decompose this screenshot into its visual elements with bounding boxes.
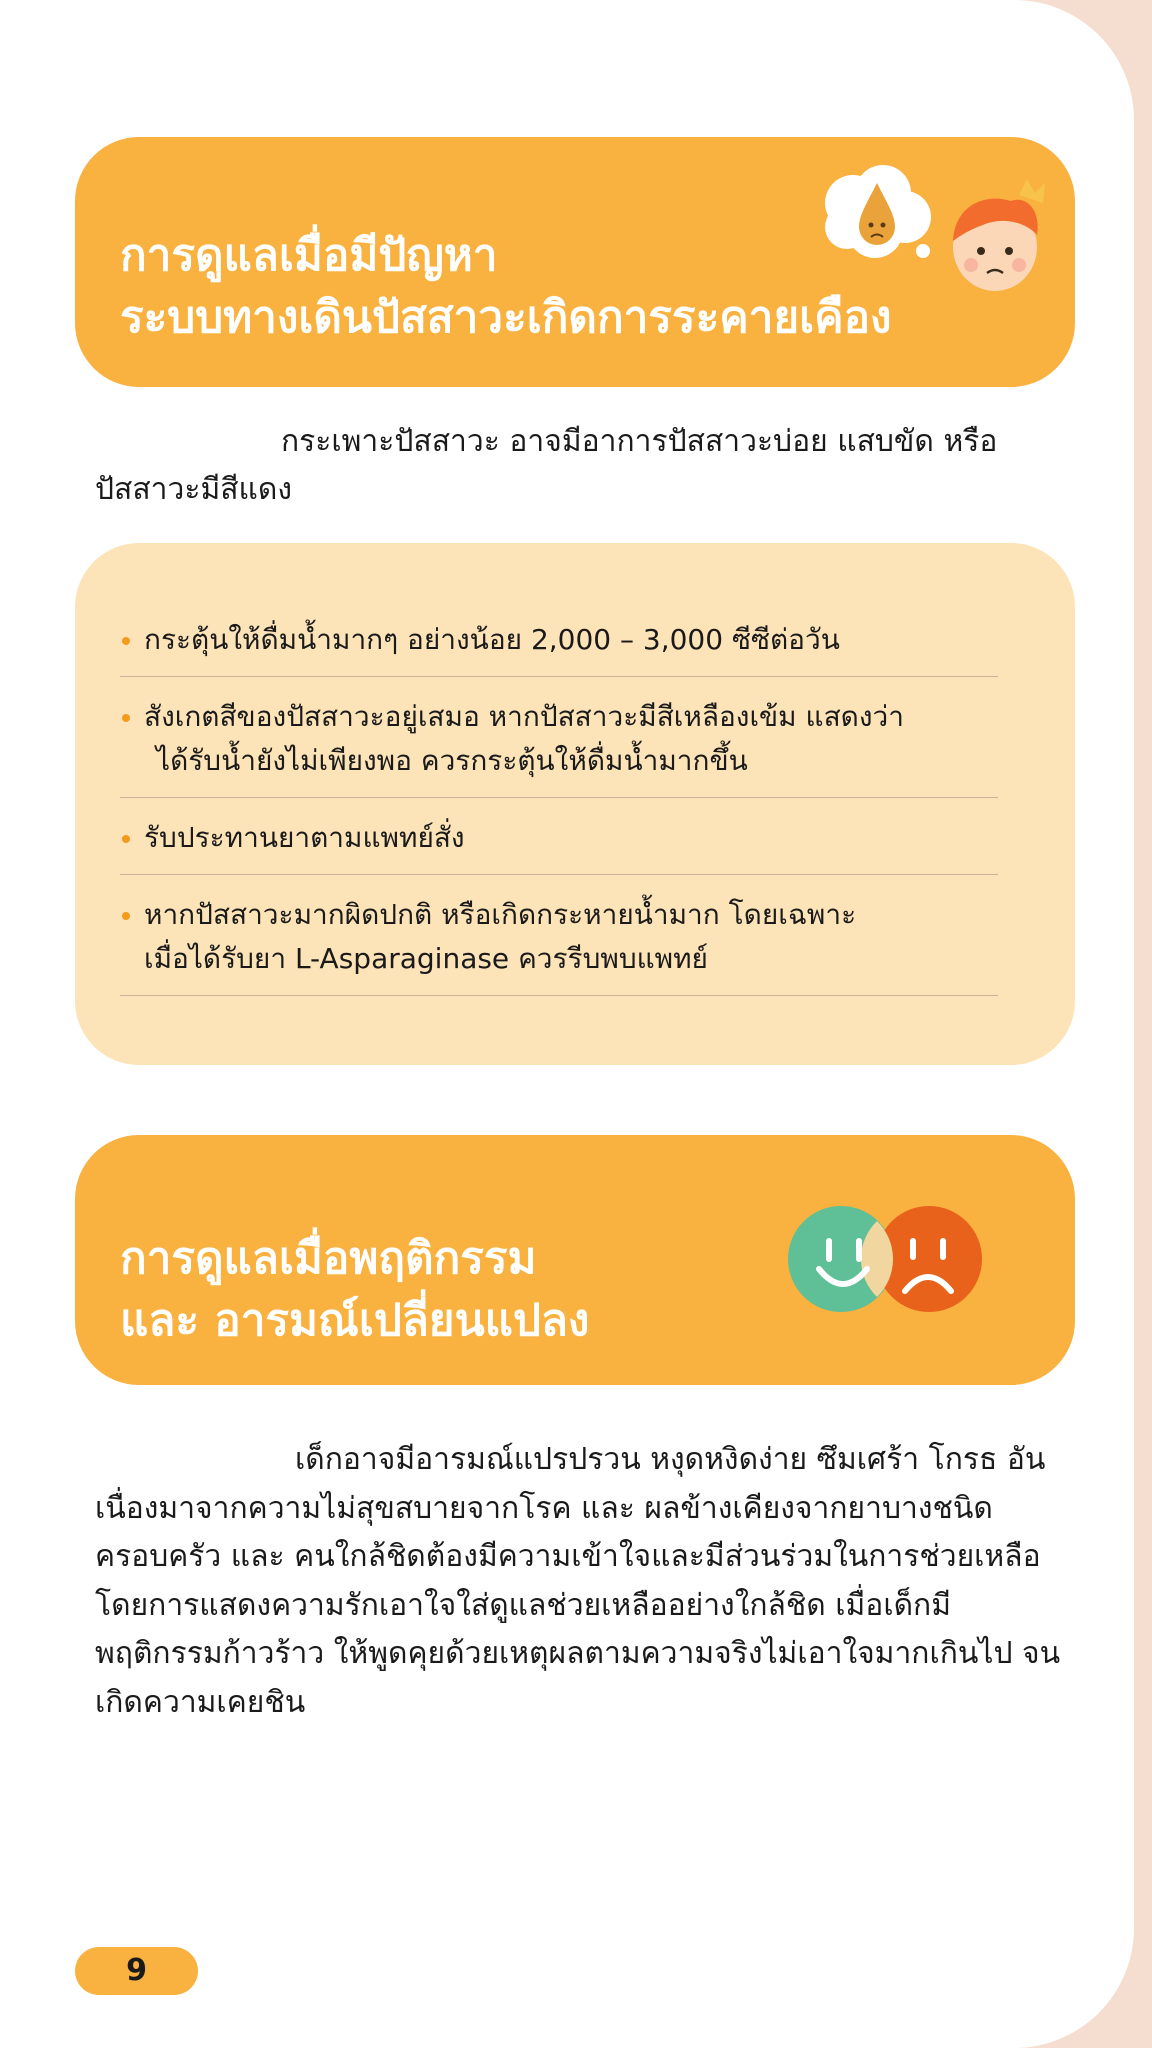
tip-line: ได้รับน้ำยังไม่เพียงพอ ควรกระตุ้นให้ดื่มน้ำมากขึ้น — [156, 744, 748, 777]
section-title — [120, 1228, 589, 1352]
tip-line: รับประทานยาตามแพทย์สั่ง — [144, 821, 465, 854]
urinary-intro-text: กระเพาะปัสสาวะ อาจมีอาการปัสสาวะบ่อย แสบขัด หรือปัสสาวะมีสีแดง — [95, 424, 998, 507]
list-item — [120, 695, 998, 798]
section-banner-behavior — [75, 1135, 1075, 1385]
tip-line: เมื่อได้รับยา L-Asparaginase ควรรีบพบแพทย์ — [144, 942, 708, 975]
section-title — [120, 225, 892, 349]
list-item — [120, 893, 998, 996]
section-title-line1: การดูแลเมื่อมีปัญหา — [120, 230, 498, 281]
tip-line: หากปัสสาวะมากผิดปกติ หรือเกิดกระหายน้ำมาก โดยเฉพาะ — [144, 898, 857, 931]
list-item — [120, 816, 998, 875]
care-tips-card — [75, 543, 1075, 1065]
page-number: 9 — [75, 1947, 198, 1995]
tip-line: กระตุ้นให้ดื่มน้ำมากๆ อย่างน้อย 2,000 – 3,000 ซีซีต่อวัน — [144, 623, 840, 656]
worried-child-with-drop-icon — [805, 155, 1055, 295]
section-title-line2: ระบบทางเดินปัสสาวะเกิดการระคายเคือง — [120, 292, 892, 343]
behavior-body-text: เด็กอาจมีอารมณ์แปรปรวน หงุดหงิดง่าย ซึมเศร้า โกรธ อันเนื่องมาจากความไม่สุขสบายจากโรค และ ผลข้างเคียงจากยาบางชนิด ครอบครัว และ คนใกล้ชิดต้องมีความเข้าใจและมีส่วนร่วมในการช่วยเหลือ โดยการแสดงความรักเอาใจใส่ดูแลช่วยเหลืออย่างใกล้ชิด เมื่อเด็กมีพฤติกรรมก้าวร้าว ให้พูดคุยด้วยเหตุผลตามความจริงไม่เอาใจมากเกินไป จนเกิดความเคยชิน — [95, 1442, 1061, 1720]
care-tips-list — [120, 618, 998, 1014]
section-banner-urinary — [75, 137, 1075, 387]
section-title-line1: การดูแลเมื่อพฤติกรรม — [120, 1233, 537, 1284]
section-title-line2: และ อารมณ์เปลี่ยนแปลง — [120, 1295, 590, 1346]
happy-sad-faces-icon — [785, 1203, 985, 1315]
list-item — [120, 618, 998, 677]
tip-line: สังเกตสีของปัสสาวะอยู่เสมอ หากปัสสาวะมีสีเหลืองเข้ม แสดงว่า — [144, 700, 904, 733]
